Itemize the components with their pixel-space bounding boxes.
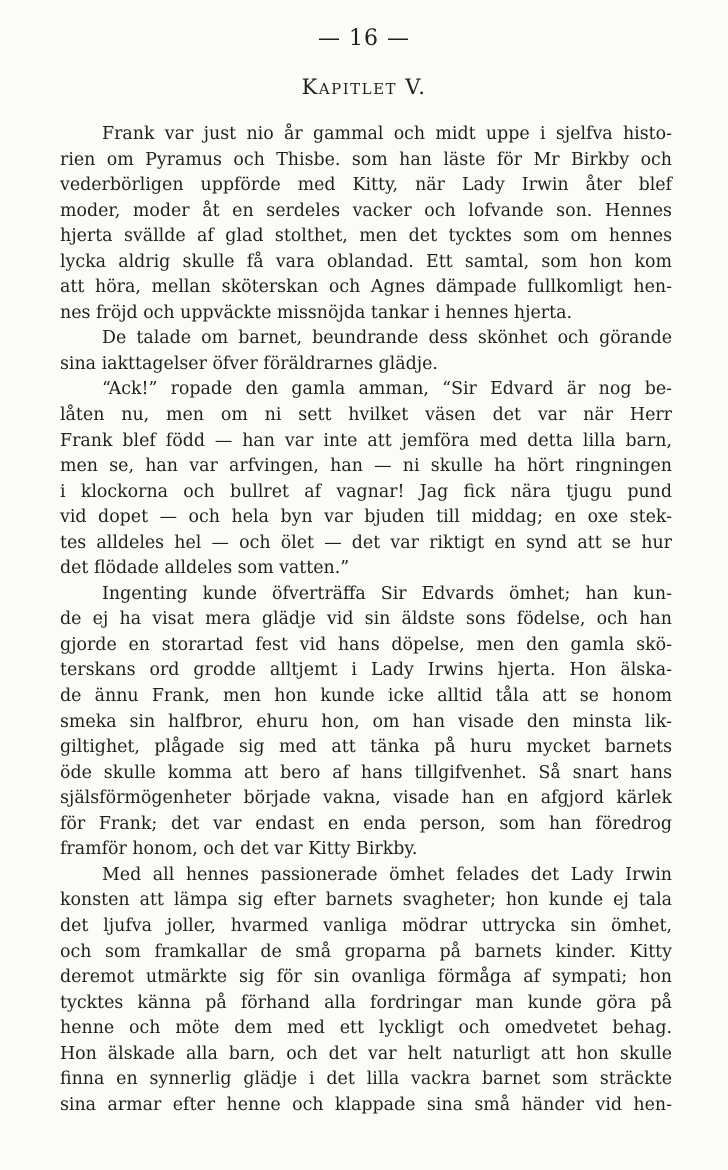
text-line: Med all hennes passionerade ömhet felades det Lady Irwin xyxy=(102,864,672,885)
text-line: vederbörligen uppförde med Kitty, när Lady Irwin åter blef xyxy=(60,175,672,196)
text-line: vid dopet — och hela byn var bjuden till middag; en oxe stek- xyxy=(60,507,672,528)
text-line: Ingenting kunde öfverträffa Sir Edvards ömhet; han kun- xyxy=(102,583,672,604)
text-line: nes fröjd och uppväckte missnöjda tankar i hennes hjerta. xyxy=(60,302,573,323)
text-line: och som framkallar de små groparna på barnets kinder. Kitty xyxy=(60,941,672,962)
text-line: Frank blef född — han var inte att jemföra med detta lilla barn, xyxy=(60,430,672,451)
text-line: låten nu, men om ni sett hvilket väsen det var när Herr xyxy=(60,405,672,426)
text-line: de ännu Frank, men hon kunde icke alltid tåla att se honom xyxy=(60,686,672,707)
text-line: moder, moder åt en serdeles vacker och lofvande son. Hennes xyxy=(60,200,672,221)
text-line: hjerta svällde af glad stolthet, men det tycktes som om hennes xyxy=(60,226,672,247)
chapter-title: Kapitlet V. xyxy=(301,75,427,99)
text-line: framför honom, och det var Kitty Birkby. xyxy=(60,839,418,860)
text-line: smeka sin halfbror, ehuru hon, om han visade den minsta lik- xyxy=(60,711,672,732)
text-line: De talade om barnet, beundrande dess skönhet och görande xyxy=(102,328,672,349)
text-line: “Ack!” ropade den gamla amman, “Sir Edvard är nog be- xyxy=(102,379,672,400)
text-line: de ej ha visat mera glädje vid sin äldste sons födelse, och han xyxy=(60,609,672,630)
text-line: det flödade alldeles som vatten.” xyxy=(60,558,350,579)
text-line: terskans ord grodde alltjemt i Lady Irwins hjerta. Hon älska- xyxy=(60,660,672,681)
text-line: i klockorna och bullret af vagnar! Jag fick nära tjugu pund xyxy=(60,481,672,502)
text-line: själsförmögenheter började vakna, visade han en afgjord kärlek xyxy=(60,788,672,809)
text-line: sina armar efter henne och klappade sina små händer vid hen- xyxy=(60,1094,672,1115)
text-line: tycktes känna på förhand alla fordringar man kunde göra på xyxy=(60,992,672,1013)
text-line: konsten att lämpa sig efter barnets svagheter; hon kunde ej tala xyxy=(60,890,672,911)
text-line: det ljufva joller, hvarmed vanliga mödrar uttrycka sin ömhet, xyxy=(60,915,672,936)
text-line: finna en synnerlig glädje i det lilla vackra barnet som sträckte xyxy=(60,1069,672,1090)
text-line: Frank var just nio år gammal och midt uppe i sjelfva histo- xyxy=(102,124,672,144)
text-line: att höra, mellan sköterskan och Agnes dämpade fullkomligt hen- xyxy=(60,277,672,298)
page-number: — 16 — xyxy=(318,26,410,51)
text-line: Hon älskade alla barn, och det var helt naturligt att hon skulle xyxy=(60,1043,672,1064)
text-line: öde skulle komma att bero af hans tillgifvenhet. Så snart hans xyxy=(60,762,672,783)
text-line: tes alldeles hel — och ölet — det var riktigt en synd att se hur xyxy=(60,532,672,553)
text-line: gjorde en storartad fest vid hans döpelse, men den gamla skö- xyxy=(60,634,672,655)
text-line: lycka aldrig skulle få vara oblandad. Ett samtal, som hon kom xyxy=(60,251,672,272)
text-line: men se, han var arfvingen, han — ni skulle ha hört ringningen xyxy=(60,456,672,477)
text-line: henne och möte dem med ett lyckligt och omedvetet behag. xyxy=(60,1018,672,1039)
text-line: för Frank; det var endast en enda person, som han föredrog xyxy=(60,813,672,834)
text-line: giltighet, plågade sig med att tänka på huru mycket barnets xyxy=(60,737,672,758)
body-text xyxy=(60,122,672,1118)
text-line: sina iakttagelser öfver föräldrarnes glädje. xyxy=(60,353,438,374)
text-line: rien om Pyramus och Thisbe. som han läste för Mr Birkby och xyxy=(60,149,672,170)
text-line: deremot utmärkte sig för sin ovanliga förmåga af sympati; hon xyxy=(60,967,672,988)
